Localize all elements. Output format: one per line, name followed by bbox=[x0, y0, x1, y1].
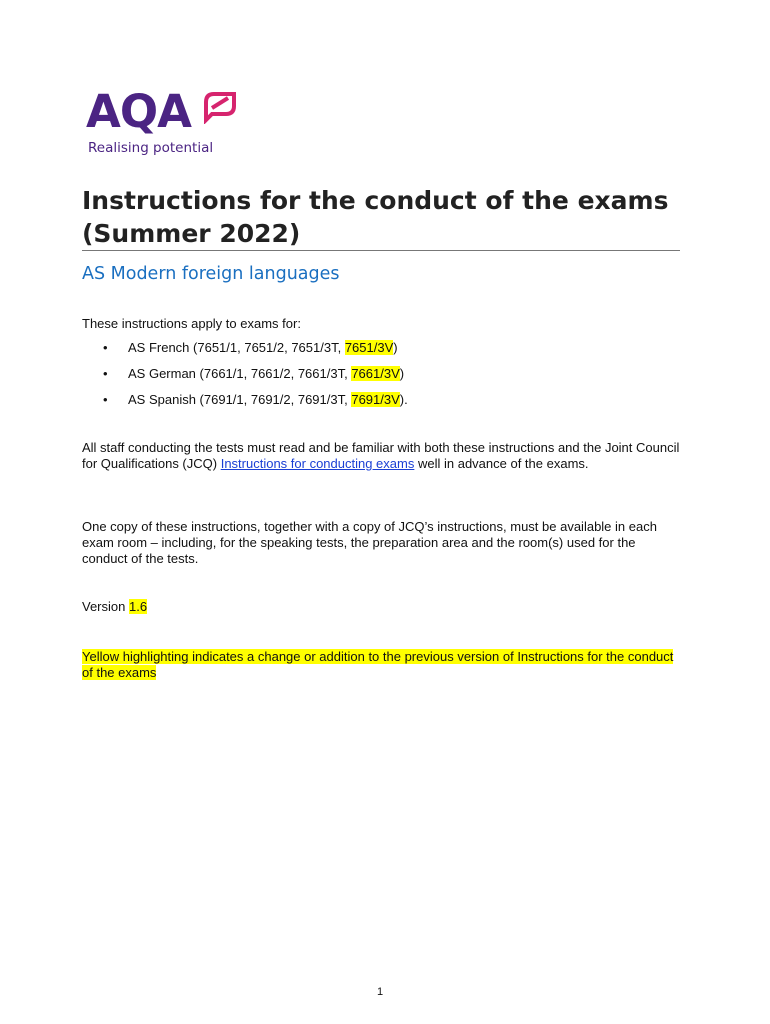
bullet-icon: • bbox=[103, 366, 108, 381]
page-title bbox=[82, 184, 682, 250]
version-number: 1.6 bbox=[128, 599, 148, 614]
title-line-2: (Summer 2022) bbox=[82, 219, 301, 248]
jcq-instructions-link[interactable]: Instructions for conducting exams bbox=[220, 456, 415, 471]
highlight-note: Yellow highlighting indicates a change or addition to the previous version of Instructions for the conduct of the exams bbox=[82, 649, 674, 680]
list-item: • AS German (7661/1, 7661/2, 7661/3T, 7661/3V) bbox=[103, 366, 405, 381]
logo-tagline: Realising potential bbox=[88, 140, 214, 156]
page-subtitle: AS Modern foreign languages bbox=[82, 264, 340, 284]
highlighted-code: 7691/3V bbox=[351, 392, 400, 407]
staff-paragraph: All staff conducting the tests must read and be familiar with both these instructions and the Joint Council for Qualifications (JCQ) Instructions for conducting exams well in advance of the exams. bbox=[82, 440, 680, 471]
list-item: • AS French (7651/1, 7651/2, 7651/3T, 7651/3V) bbox=[103, 340, 398, 355]
exam-list bbox=[82, 340, 408, 418]
title-line-1: Instructions for the conduct of the exams bbox=[82, 186, 669, 215]
list-item: • AS Spanish (7691/1, 7691/2, 7691/3T, 7691/3V). bbox=[103, 392, 408, 407]
highlighted-code: 7661/3V bbox=[351, 366, 400, 381]
title-divider bbox=[82, 250, 680, 251]
bullet-icon: • bbox=[103, 340, 108, 355]
intro-text: These instructions apply to exams for: bbox=[82, 316, 301, 331]
highlighted-code: 7651/3V bbox=[344, 340, 394, 355]
copy-paragraph: One copy of these instructions, together with a copy of JCQ’s instructions, must be available in each exam room – including, for the speaking tests, the preparation area and the room(s) used for the conduct of the tests. bbox=[82, 519, 657, 566]
bullet-icon: • bbox=[103, 392, 108, 407]
logo-wordmark: AQA bbox=[86, 85, 191, 138]
page-number: 1 bbox=[376, 986, 384, 998]
version-line: Version 1.6 bbox=[82, 599, 148, 614]
leaf-icon bbox=[202, 90, 238, 124]
aqa-logo bbox=[86, 85, 246, 160]
